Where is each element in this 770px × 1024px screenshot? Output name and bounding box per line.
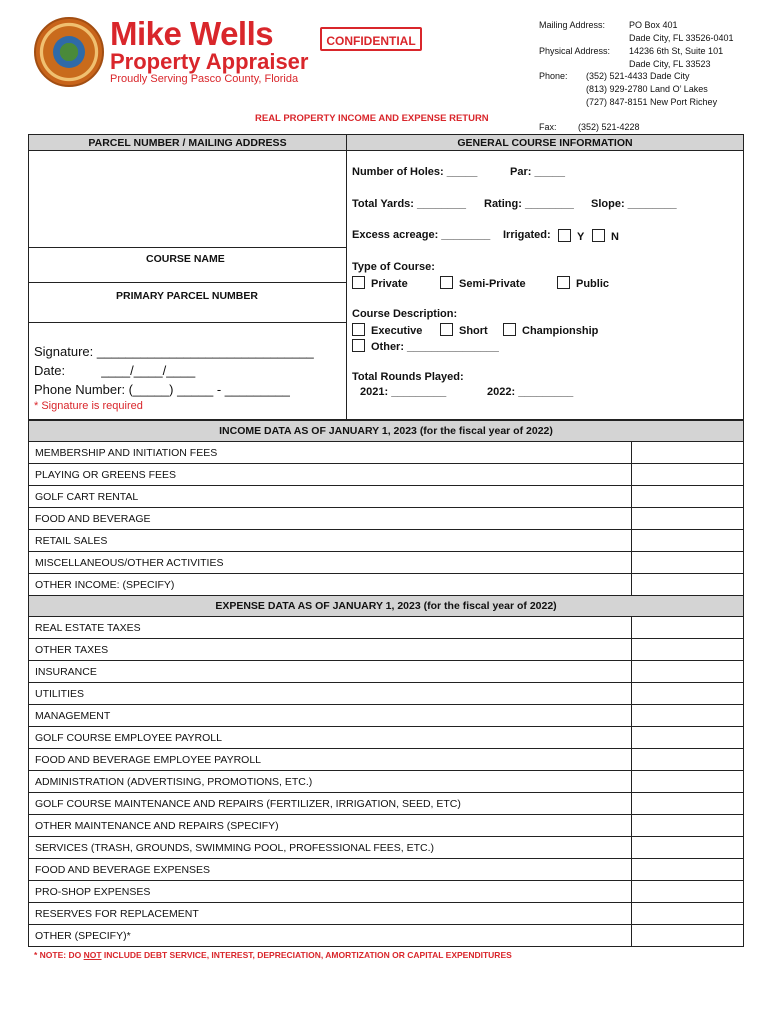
amount-cell[interactable] bbox=[631, 771, 745, 793]
fax-label: Fax: bbox=[539, 122, 557, 132]
row-label: RETAIL SALES bbox=[35, 535, 108, 547]
physical-line-1: 14236 6th St, Suite 101 bbox=[629, 46, 724, 56]
row-label: MANAGEMENT bbox=[35, 710, 111, 722]
checkbox-icon[interactable] bbox=[352, 323, 365, 336]
parcel-address-header: PARCEL NUMBER / MAILING ADDRESS bbox=[28, 134, 347, 151]
checkbox-icon[interactable] bbox=[592, 229, 605, 242]
table-row bbox=[28, 771, 744, 793]
short-label: Short bbox=[459, 325, 488, 337]
amount-cell[interactable] bbox=[631, 464, 745, 486]
public-label: Public bbox=[576, 278, 610, 290]
course-description-label: Course Description: bbox=[352, 308, 458, 320]
rounds-2021-field[interactable]: 2021: _________ bbox=[360, 386, 447, 398]
desc-short-option[interactable] bbox=[440, 323, 488, 337]
total-rounds-label: Total Rounds Played: bbox=[352, 371, 464, 383]
physical-label: Physical Address: bbox=[539, 46, 611, 56]
primary-parcel-label: PRIMARY PARCEL NUMBER bbox=[116, 290, 258, 302]
amount-cell[interactable] bbox=[631, 705, 745, 727]
signature-field[interactable]: Signature: ______________________________ bbox=[34, 344, 314, 359]
table-row bbox=[28, 925, 744, 947]
table-row bbox=[28, 530, 744, 552]
row-label: GOLF CART RENTAL bbox=[35, 491, 139, 503]
table-row bbox=[28, 486, 744, 508]
irrigated-yes-option[interactable] bbox=[558, 229, 584, 243]
executive-label: Executive bbox=[371, 325, 423, 337]
amount-cell[interactable] bbox=[631, 574, 745, 596]
amount-cell[interactable] bbox=[631, 837, 745, 859]
amount-cell[interactable] bbox=[631, 508, 745, 530]
desc-executive-option[interactable] bbox=[352, 323, 422, 337]
irrigated-no-option[interactable] bbox=[592, 229, 619, 243]
phone-line-1: (352) 521-4433 Dade City bbox=[586, 71, 690, 81]
row-label: ADMINISTRATION (ADVERTISING, PROMOTIONS, ETC.) bbox=[35, 776, 313, 788]
rating-field[interactable]: Rating: ________ bbox=[484, 198, 574, 210]
row-label: PLAYING OR GREENS FEES bbox=[35, 469, 177, 481]
amount-cell[interactable] bbox=[631, 881, 745, 903]
amount-cell[interactable] bbox=[631, 727, 745, 749]
yes-label: Y bbox=[577, 231, 585, 243]
other-label: Other: _______________ bbox=[371, 341, 499, 353]
table-row bbox=[28, 552, 744, 574]
phone-label: Phone: bbox=[539, 71, 568, 81]
row-label: MEMBERSHIP AND INITIATION FEES bbox=[35, 447, 218, 459]
table-row bbox=[28, 639, 744, 661]
amount-cell[interactable] bbox=[631, 639, 745, 661]
row-label: UTILITIES bbox=[35, 688, 85, 700]
table-row bbox=[28, 617, 744, 639]
table-row bbox=[28, 705, 744, 727]
exclusions-note bbox=[34, 950, 512, 960]
row-label: FOOD AND BEVERAGE EMPLOYEE PAYROLL bbox=[35, 754, 262, 766]
checkbox-icon[interactable] bbox=[557, 276, 570, 289]
table-row bbox=[28, 903, 744, 925]
checkbox-icon[interactable] bbox=[440, 323, 453, 336]
table-row bbox=[28, 661, 744, 683]
type-private-option[interactable] bbox=[352, 276, 408, 290]
amount-cell[interactable] bbox=[631, 903, 745, 925]
holes-field[interactable]: Number of Holes: _____ bbox=[352, 166, 478, 178]
mailing-label: Mailing Address: bbox=[539, 20, 606, 30]
course-type-label: Type of Course: bbox=[352, 261, 435, 273]
brand-name: Mike Wells bbox=[110, 15, 274, 52]
row-label: RESERVES FOR REPLACEMENT bbox=[35, 908, 199, 920]
row-label: REAL ESTATE TAXES bbox=[35, 622, 141, 634]
course-name-label: COURSE NAME bbox=[146, 253, 225, 265]
checkbox-icon[interactable] bbox=[558, 229, 571, 242]
amount-cell[interactable] bbox=[631, 859, 745, 881]
physical-line-2: Dade City, FL 33523 bbox=[629, 59, 711, 69]
amount-cell[interactable] bbox=[631, 661, 745, 683]
row-label: OTHER TAXES bbox=[35, 644, 109, 656]
row-label: OTHER INCOME: (SPECIFY) bbox=[35, 579, 175, 591]
table-row bbox=[28, 464, 744, 486]
mailing-line-2: Dade City, FL 33526-0401 bbox=[629, 33, 734, 43]
mailing-line-1: PO Box 401 bbox=[629, 20, 678, 30]
semi-private-label: Semi-Private bbox=[459, 278, 526, 290]
phone-line-3: (727) 847-8151 New Port Richey bbox=[586, 97, 718, 107]
amount-cell[interactable] bbox=[631, 793, 745, 815]
table-row bbox=[28, 881, 744, 903]
phone-number-field[interactable]: Phone Number: (_____) _____ - _________ bbox=[34, 382, 290, 397]
amount-cell[interactable] bbox=[631, 617, 745, 639]
table-row bbox=[28, 727, 744, 749]
phone-line-2: (813) 929-2780 Land O’ Lakes bbox=[586, 84, 708, 94]
row-label: GOLF COURSE MAINTENANCE AND REPAIRS (FERTILIZER, IRRIGATION, SEED, ETC) bbox=[35, 798, 461, 810]
row-label: FOOD AND BEVERAGE EXPENSES bbox=[35, 864, 211, 876]
par-field[interactable]: Par: _____ bbox=[510, 166, 566, 178]
date-field[interactable]: Date: ____/____/____ bbox=[34, 363, 196, 378]
row-label: FOOD AND BEVERAGE bbox=[35, 513, 151, 525]
table-row bbox=[28, 837, 744, 859]
rounds-2022-field[interactable]: 2022: _________ bbox=[487, 386, 574, 398]
table-row bbox=[28, 793, 744, 815]
amount-cell[interactable] bbox=[631, 815, 745, 837]
county-seal-logo bbox=[34, 17, 104, 87]
brand-tagline: Proudly Serving Pasco County, Florida bbox=[110, 73, 299, 85]
table-row bbox=[28, 508, 744, 530]
table-row bbox=[28, 749, 744, 771]
checkbox-icon[interactable] bbox=[352, 276, 365, 289]
table-row bbox=[28, 815, 744, 837]
row-label: INSURANCE bbox=[35, 666, 97, 678]
desc-championship-option[interactable] bbox=[503, 323, 598, 337]
brand-office: Property Appraiser bbox=[110, 49, 309, 74]
mailing-address-area[interactable] bbox=[28, 150, 347, 248]
row-label: MISCELLANEOUS/OTHER ACTIVITIES bbox=[35, 557, 224, 569]
yards-field[interactable]: Total Yards: ________ bbox=[352, 198, 466, 210]
checkbox-icon[interactable] bbox=[352, 339, 365, 352]
row-label: PRO-SHOP EXPENSES bbox=[35, 886, 151, 898]
checkbox-icon[interactable] bbox=[503, 323, 516, 336]
no-label: N bbox=[611, 231, 619, 243]
signature-required-note: * Signature is required bbox=[34, 400, 143, 412]
amount-cell[interactable] bbox=[631, 442, 745, 464]
amount-cell[interactable] bbox=[631, 552, 745, 574]
fax-number: (352) 521-4228 bbox=[578, 122, 640, 132]
table-row bbox=[28, 442, 744, 464]
note-prefix: * NOTE: DO bbox=[34, 950, 84, 960]
table-row bbox=[28, 683, 744, 705]
private-label: Private bbox=[371, 278, 408, 290]
income-section-header: INCOME DATA AS OF JANUARY 1, 2023 (for the fiscal year of 2022) bbox=[28, 420, 744, 442]
type-semi-private-option[interactable] bbox=[440, 276, 526, 290]
row-label: OTHER (SPECIFY)* bbox=[35, 930, 131, 942]
table-row bbox=[28, 859, 744, 881]
type-public-option[interactable] bbox=[557, 276, 609, 290]
championship-label: Championship bbox=[522, 325, 599, 337]
desc-other-option[interactable] bbox=[352, 339, 499, 353]
general-info-header: GENERAL COURSE INFORMATION bbox=[346, 134, 744, 151]
note-suffix: INCLUDE DEBT SERVICE, INTEREST, DEPRECIATION, AMORTIZATION OR CAPITAL EXPENDITURES bbox=[101, 950, 512, 960]
confidential-stamp: CONFIDENTIAL bbox=[320, 27, 422, 51]
slope-field[interactable]: Slope: ________ bbox=[591, 198, 677, 210]
amount-cell[interactable] bbox=[631, 925, 745, 947]
excess-acreage-field[interactable]: Excess acreage: ________ bbox=[352, 229, 491, 241]
form-title: REAL PROPERTY INCOME AND EXPENSE RETURN bbox=[255, 113, 489, 124]
row-label: SERVICES (TRASH, GROUNDS, SWIMMING POOL, PROFESSIONAL FEES, ETC.) bbox=[35, 842, 435, 854]
amount-cell[interactable] bbox=[631, 530, 745, 552]
amount-cell[interactable] bbox=[631, 749, 745, 771]
row-label: OTHER MAINTENANCE AND REPAIRS (SPECIFY) bbox=[35, 820, 279, 832]
row-label: GOLF COURSE EMPLOYEE PAYROLL bbox=[35, 732, 222, 744]
irrigated-label: Irrigated: bbox=[503, 229, 551, 241]
amount-cell[interactable] bbox=[631, 486, 745, 508]
note-not: NOT bbox=[83, 950, 102, 960]
expense-section-header: EXPENSE DATA AS OF JANUARY 1, 2023 (for the fiscal year of 2022) bbox=[28, 595, 744, 617]
amount-cell[interactable] bbox=[631, 683, 745, 705]
primary-parcel-area[interactable] bbox=[28, 283, 347, 323]
table-row bbox=[28, 574, 744, 596]
checkbox-icon[interactable] bbox=[440, 276, 453, 289]
